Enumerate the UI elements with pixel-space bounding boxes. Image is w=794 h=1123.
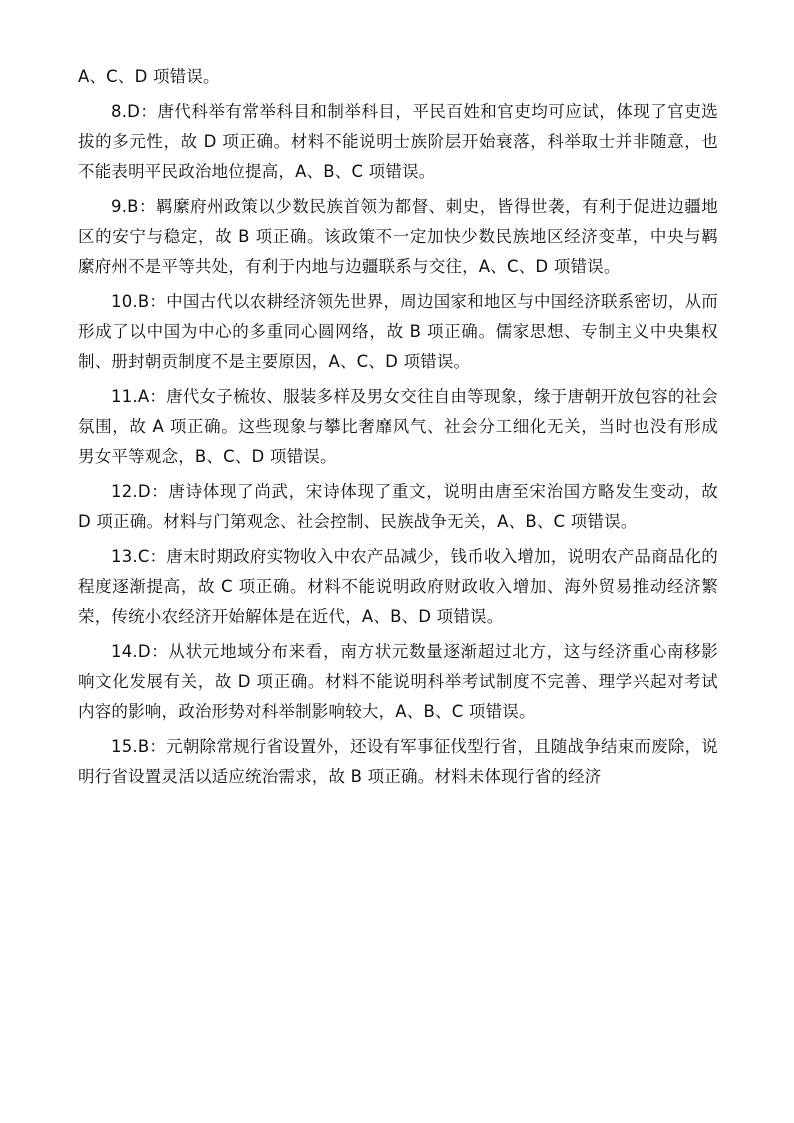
answer-8: 8.D：唐代科举有常举科目和制举科目，平民百姓和官吏均可应试，体现了官吏选拔的多元性，故 D 项正确。材料不能说明士族阶层开始衰落，科举取士并非随意，也不能表明平民政治地位提高，A、B、C 项错误。	[78, 102, 718, 181]
answer-13: 13.C：唐末时期政府实物收入中农产品减少，钱币收入增加，说明农产品商品化的程度逐渐提高，故 C 项正确。材料不能说明政府财政收入增加、海外贸易推动经济繁荣，传统小农经济开始解体是在近代，A、B、D 项错误。	[78, 547, 718, 626]
answer-10: 10.B：中国古代以农耕经济领先世界，周边国家和地区与中国经济联系密切，从而形成了以中国为中心的多重同心圆网络，故 B 项正确。儒家思想、专制主义中央集权制、册封朝贡制度不是主要原因，A、C、D 项错误。	[78, 292, 718, 371]
paragraph-continuation: A、C、D 项错误。	[78, 67, 220, 86]
answer-9: 9.B：羁縻府州政策以少数民族首领为都督、刺史，皆得世袭，有利于促进边疆地区的安宁与稳定，故 B 项正确。该政策不一定加快少数民族地区经济变革，中央与羁縻府州不是平等共处，有利于内地与边疆联系与交往，A、C、D 项错误。	[78, 197, 718, 276]
answer-12: 12.D：唐诗体现了尚武，宋诗体现了重文，说明由唐至宋治国方略发生变动，故 D 项正确。材料与门第观念、社会控制、民族战争无关，A、B、C 项错误。	[78, 482, 718, 531]
answer-explanations	[78, 62, 718, 797]
answer-15: 15.B：元朝除常规行省设置外，还设有军事征伐型行省，且随战争结束而废除，说明行省设置灵活以适应统治需求，故 B 项正确。材料未体现行省的经济	[78, 737, 718, 786]
answer-14: 14.D：从状元地域分布来看，南方状元数量逐渐超过北方，这与经济重心南移影响文化发展有关，故 D 项正确。材料不能说明科举考试制度不完善、理学兴起对考试内容的影响，政治形势对科举制影响较大，A、B、C 项错误。	[78, 642, 718, 721]
answer-11: 11.A：唐代女子梳妆、服装多样及男女交往自由等现象，缘于唐朝开放包容的社会氛围，故 A 项正确。这些现象与攀比奢靡风气、社会分工细化无关，当时也没有形成男女平等观念，B、C、D 项错误。	[78, 387, 718, 466]
